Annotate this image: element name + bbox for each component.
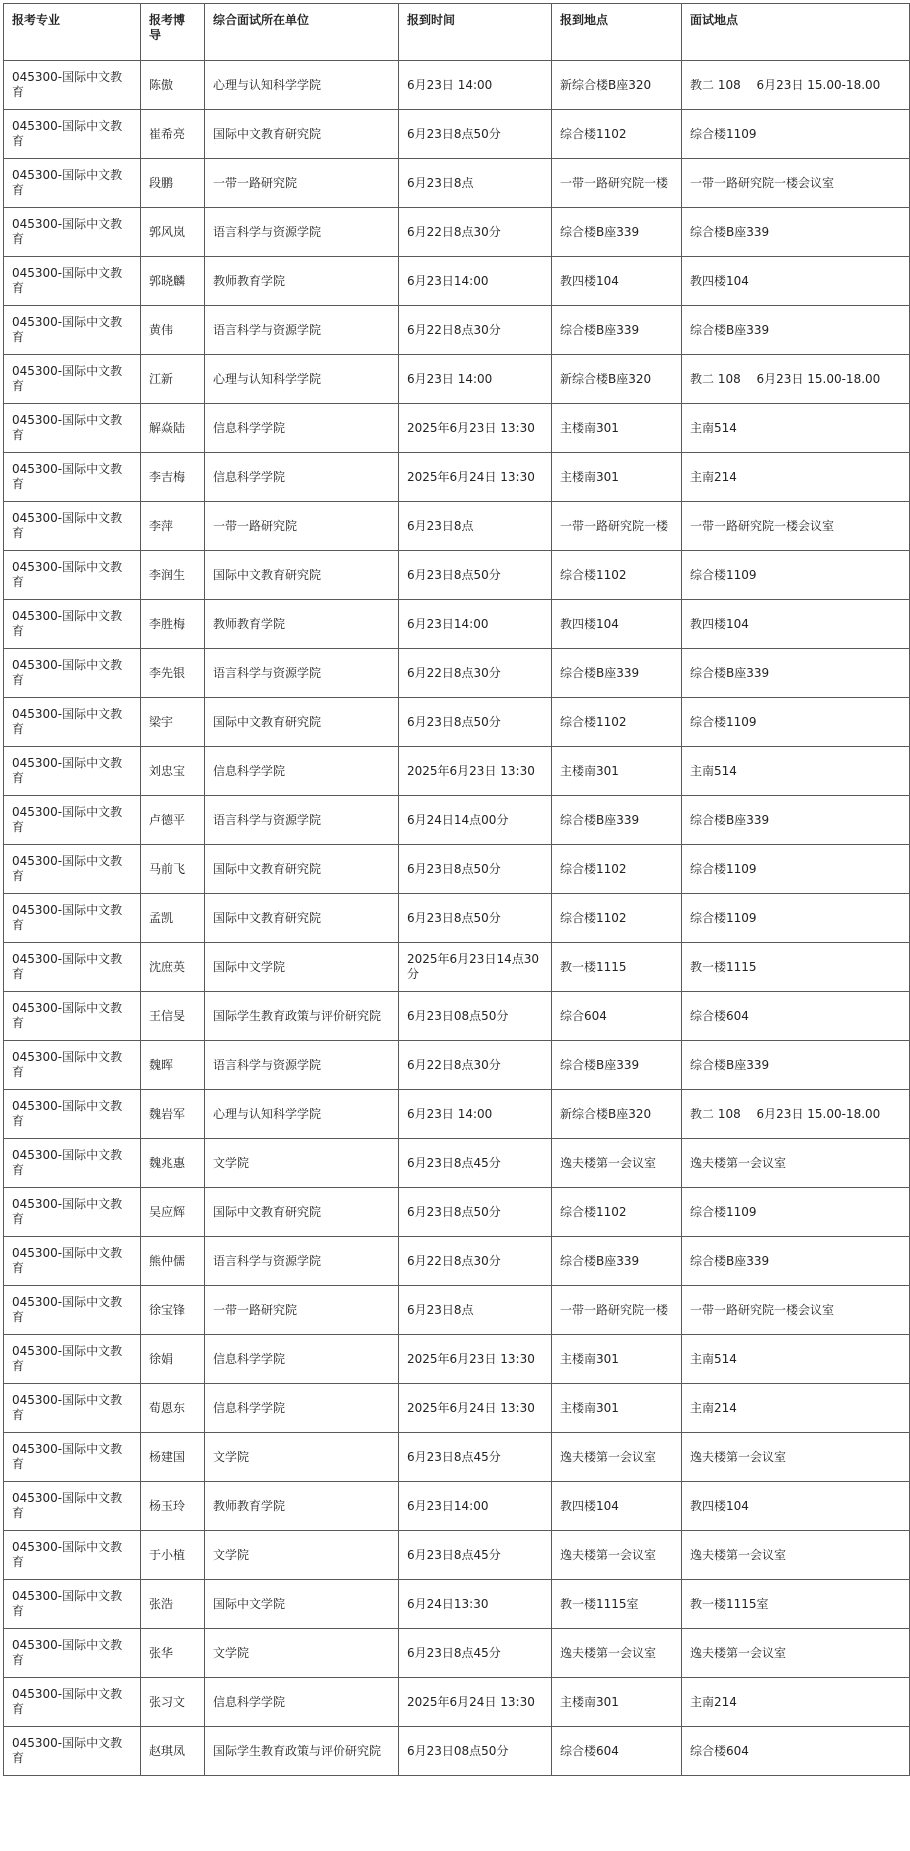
cell-supervisor: 吴应辉 <box>141 1188 205 1237</box>
table-row <box>4 796 910 845</box>
cell-checkin-time: 6月23日14:00 <box>399 1482 552 1531</box>
cell-supervisor: 郭晓麟 <box>141 257 205 306</box>
cell-interview-location: 教四楼104 <box>682 1482 910 1531</box>
cell-supervisor: 沈庶英 <box>141 943 205 992</box>
cell-checkin-time: 6月23日 14:00 <box>399 1090 552 1139</box>
cell-interview-location: 教一楼1115室 <box>682 1580 910 1629</box>
cell-supervisor: 于小植 <box>141 1531 205 1580</box>
cell-supervisor: 李吉梅 <box>141 453 205 502</box>
cell-major: 045300-国际中文教育 <box>4 992 141 1041</box>
cell-checkin-time: 6月23日8点 <box>399 502 552 551</box>
cell-checkin-time: 6月23日14:00 <box>399 257 552 306</box>
cell-interview-location: 综合楼1109 <box>682 698 910 747</box>
cell-supervisor: 王信旻 <box>141 992 205 1041</box>
cell-interview-location: 主南214 <box>682 453 910 502</box>
cell-major: 045300-国际中文教育 <box>4 502 141 551</box>
table-row <box>4 355 910 404</box>
table-row <box>4 1482 910 1531</box>
cell-interview-unit: 信息科学学院 <box>205 1384 399 1433</box>
cell-major: 045300-国际中文教育 <box>4 894 141 943</box>
cell-supervisor: 孟凯 <box>141 894 205 943</box>
cell-major: 045300-国际中文教育 <box>4 1727 141 1776</box>
cell-checkin-time: 6月23日8点45分 <box>399 1531 552 1580</box>
cell-checkin-time: 2025年6月23日14点30分 <box>399 943 552 992</box>
cell-checkin-time: 6月23日8点 <box>399 1286 552 1335</box>
cell-interview-unit: 国际中文教育研究院 <box>205 894 399 943</box>
cell-supervisor: 江新 <box>141 355 205 404</box>
cell-major: 045300-国际中文教育 <box>4 159 141 208</box>
table-row <box>4 551 910 600</box>
cell-interview-unit: 教师教育学院 <box>205 600 399 649</box>
cell-checkin-location: 综合楼1102 <box>552 698 682 747</box>
cell-checkin-location: 主楼南301 <box>552 453 682 502</box>
cell-checkin-time: 6月24日13:30 <box>399 1580 552 1629</box>
cell-interview-unit: 信息科学学院 <box>205 1335 399 1384</box>
cell-interview-location: 主南514 <box>682 404 910 453</box>
cell-interview-location: 主南214 <box>682 1678 910 1727</box>
cell-interview-unit: 文学院 <box>205 1433 399 1482</box>
table-row <box>4 502 910 551</box>
cell-interview-unit: 文学院 <box>205 1531 399 1580</box>
cell-checkin-time: 6月23日 14:00 <box>399 61 552 110</box>
cell-interview-unit: 信息科学学院 <box>205 453 399 502</box>
cell-checkin-location: 综合楼B座339 <box>552 306 682 355</box>
table-row <box>4 1629 910 1678</box>
cell-interview-location: 主南514 <box>682 747 910 796</box>
cell-major: 045300-国际中文教育 <box>4 943 141 992</box>
cell-checkin-time: 6月22日8点30分 <box>399 208 552 257</box>
cell-supervisor: 陈傲 <box>141 61 205 110</box>
cell-checkin-time: 6月23日08点50分 <box>399 1727 552 1776</box>
cell-major: 045300-国际中文教育 <box>4 453 141 502</box>
cell-interview-unit: 信息科学学院 <box>205 1678 399 1727</box>
table-row <box>4 992 910 1041</box>
cell-interview-unit: 语言科学与资源学院 <box>205 796 399 845</box>
cell-checkin-time: 6月22日8点30分 <box>399 649 552 698</box>
cell-checkin-time: 6月22日8点30分 <box>399 306 552 355</box>
cell-checkin-location: 主楼南301 <box>552 1384 682 1433</box>
cell-checkin-time: 2025年6月23日 13:30 <box>399 1335 552 1384</box>
table-row <box>4 747 910 796</box>
table-row <box>4 1531 910 1580</box>
table-row <box>4 845 910 894</box>
cell-checkin-location: 综合楼604 <box>552 1727 682 1776</box>
cell-supervisor: 熊仲儒 <box>141 1237 205 1286</box>
table-row <box>4 1090 910 1139</box>
cell-supervisor: 魏兆惠 <box>141 1139 205 1188</box>
cell-checkin-location: 教四楼104 <box>552 600 682 649</box>
cell-checkin-time: 2025年6月23日 13:30 <box>399 404 552 453</box>
cell-major: 045300-国际中文教育 <box>4 404 141 453</box>
table-row <box>4 208 910 257</box>
table-row <box>4 1041 910 1090</box>
cell-interview-location: 综合楼604 <box>682 1727 910 1776</box>
cell-interview-unit: 语言科学与资源学院 <box>205 1041 399 1090</box>
cell-supervisor: 魏晖 <box>141 1041 205 1090</box>
interview-schedule-table <box>3 3 910 1776</box>
cell-checkin-time: 6月23日8点45分 <box>399 1139 552 1188</box>
cell-interview-location: 综合楼B座339 <box>682 208 910 257</box>
table-row <box>4 649 910 698</box>
cell-supervisor: 梁宇 <box>141 698 205 747</box>
cell-supervisor: 张浩 <box>141 1580 205 1629</box>
cell-interview-unit: 教师教育学院 <box>205 1482 399 1531</box>
cell-checkin-location: 综合楼1102 <box>552 110 682 159</box>
cell-major: 045300-国际中文教育 <box>4 1580 141 1629</box>
cell-interview-unit: 语言科学与资源学院 <box>205 208 399 257</box>
cell-supervisor: 魏岩军 <box>141 1090 205 1139</box>
table-row <box>4 1335 910 1384</box>
cell-interview-location: 综合楼1109 <box>682 845 910 894</box>
cell-checkin-location: 综合604 <box>552 992 682 1041</box>
cell-supervisor: 李先银 <box>141 649 205 698</box>
header-supervisor: 报考博导 <box>141 4 205 61</box>
cell-interview-location: 教二 108 6月23日 15.00-18.00 <box>682 1090 910 1139</box>
cell-checkin-location: 逸夫楼第一会议室 <box>552 1629 682 1678</box>
cell-major: 045300-国际中文教育 <box>4 1482 141 1531</box>
cell-supervisor: 徐娟 <box>141 1335 205 1384</box>
cell-checkin-location: 综合楼B座339 <box>552 649 682 698</box>
cell-interview-unit: 心理与认知科学学院 <box>205 61 399 110</box>
cell-supervisor: 荀恩东 <box>141 1384 205 1433</box>
cell-major: 045300-国际中文教育 <box>4 1629 141 1678</box>
cell-checkin-time: 6月23日08点50分 <box>399 992 552 1041</box>
cell-supervisor: 卢德平 <box>141 796 205 845</box>
cell-major: 045300-国际中文教育 <box>4 1041 141 1090</box>
cell-checkin-location: 综合楼1102 <box>552 551 682 600</box>
cell-supervisor: 徐宝锋 <box>141 1286 205 1335</box>
cell-interview-location: 逸夫楼第一会议室 <box>682 1433 910 1482</box>
cell-interview-unit: 信息科学学院 <box>205 747 399 796</box>
cell-interview-unit: 国际中文教育研究院 <box>205 698 399 747</box>
cell-checkin-time: 2025年6月24日 13:30 <box>399 1384 552 1433</box>
cell-checkin-location: 教一楼1115 <box>552 943 682 992</box>
cell-interview-location: 一带一路研究院一楼会议室 <box>682 159 910 208</box>
cell-supervisor: 李润生 <box>141 551 205 600</box>
cell-checkin-time: 6月23日8点50分 <box>399 894 552 943</box>
cell-checkin-location: 一带一路研究院一楼 <box>552 159 682 208</box>
header-interview-location: 面试地点 <box>682 4 910 61</box>
cell-major: 045300-国际中文教育 <box>4 1237 141 1286</box>
cell-interview-unit: 一带一路研究院 <box>205 159 399 208</box>
cell-interview-unit: 教师教育学院 <box>205 257 399 306</box>
cell-major: 045300-国际中文教育 <box>4 600 141 649</box>
cell-interview-unit: 语言科学与资源学院 <box>205 306 399 355</box>
cell-checkin-time: 6月23日8点50分 <box>399 1188 552 1237</box>
table-row <box>4 1580 910 1629</box>
table-row <box>4 698 910 747</box>
table-row <box>4 1727 910 1776</box>
table-row <box>4 453 910 502</box>
table-row <box>4 61 910 110</box>
cell-supervisor: 段鹏 <box>141 159 205 208</box>
cell-major: 045300-国际中文教育 <box>4 1139 141 1188</box>
cell-checkin-location: 新综合楼B座320 <box>552 1090 682 1139</box>
cell-interview-unit: 国际中文学院 <box>205 1580 399 1629</box>
cell-checkin-location: 主楼南301 <box>552 747 682 796</box>
cell-checkin-location: 教一楼1115室 <box>552 1580 682 1629</box>
cell-major: 045300-国际中文教育 <box>4 551 141 600</box>
cell-interview-location: 主南214 <box>682 1384 910 1433</box>
cell-checkin-location: 综合楼1102 <box>552 845 682 894</box>
cell-interview-location: 主南514 <box>682 1335 910 1384</box>
cell-checkin-time: 2025年6月24日 13:30 <box>399 453 552 502</box>
cell-major: 045300-国际中文教育 <box>4 1286 141 1335</box>
cell-interview-location: 综合楼604 <box>682 992 910 1041</box>
cell-major: 045300-国际中文教育 <box>4 1335 141 1384</box>
cell-checkin-location: 综合楼B座339 <box>552 208 682 257</box>
cell-supervisor: 李胜梅 <box>141 600 205 649</box>
header-interview-unit: 综合面试所在单位 <box>205 4 399 61</box>
cell-interview-location: 综合楼B座339 <box>682 649 910 698</box>
table-row <box>4 600 910 649</box>
cell-checkin-location: 新综合楼B座320 <box>552 355 682 404</box>
cell-interview-unit: 信息科学学院 <box>205 404 399 453</box>
cell-checkin-time: 6月23日 14:00 <box>399 355 552 404</box>
cell-major: 045300-国际中文教育 <box>4 1433 141 1482</box>
cell-interview-unit: 国际中文学院 <box>205 943 399 992</box>
cell-major: 045300-国际中文教育 <box>4 110 141 159</box>
table-row <box>4 1188 910 1237</box>
cell-major: 045300-国际中文教育 <box>4 1090 141 1139</box>
cell-checkin-time: 6月22日8点30分 <box>399 1041 552 1090</box>
cell-checkin-location: 新综合楼B座320 <box>552 61 682 110</box>
table-row <box>4 257 910 306</box>
cell-major: 045300-国际中文教育 <box>4 208 141 257</box>
cell-interview-unit: 心理与认知科学学院 <box>205 355 399 404</box>
cell-major: 045300-国际中文教育 <box>4 257 141 306</box>
cell-interview-unit: 文学院 <box>205 1139 399 1188</box>
cell-interview-unit: 一带一路研究院 <box>205 1286 399 1335</box>
cell-checkin-location: 综合楼B座339 <box>552 796 682 845</box>
cell-checkin-location: 一带一路研究院一楼 <box>552 502 682 551</box>
cell-supervisor: 张习文 <box>141 1678 205 1727</box>
cell-checkin-location: 主楼南301 <box>552 404 682 453</box>
table-row <box>4 1384 910 1433</box>
cell-major: 045300-国际中文教育 <box>4 649 141 698</box>
cell-major: 045300-国际中文教育 <box>4 1678 141 1727</box>
cell-supervisor: 张华 <box>141 1629 205 1678</box>
cell-interview-unit: 国际中文教育研究院 <box>205 845 399 894</box>
cell-supervisor: 黄伟 <box>141 306 205 355</box>
cell-checkin-location: 综合楼B座339 <box>552 1237 682 1286</box>
cell-major: 045300-国际中文教育 <box>4 796 141 845</box>
cell-checkin-location: 主楼南301 <box>552 1335 682 1384</box>
cell-interview-location: 综合楼1109 <box>682 894 910 943</box>
table-row <box>4 894 910 943</box>
cell-interview-location: 教四楼104 <box>682 257 910 306</box>
cell-major: 045300-国际中文教育 <box>4 355 141 404</box>
cell-checkin-time: 6月23日8点45分 <box>399 1433 552 1482</box>
cell-checkin-time: 6月23日8点50分 <box>399 845 552 894</box>
header-checkin-time: 报到时间 <box>399 4 552 61</box>
cell-major: 045300-国际中文教育 <box>4 1384 141 1433</box>
cell-checkin-time: 6月24日14点00分 <box>399 796 552 845</box>
interview-schedule-sheet <box>3 3 909 1776</box>
cell-interview-location: 逸夫楼第一会议室 <box>682 1531 910 1580</box>
cell-major: 045300-国际中文教育 <box>4 747 141 796</box>
cell-interview-location: 综合楼B座339 <box>682 306 910 355</box>
cell-checkin-location: 逸夫楼第一会议室 <box>552 1433 682 1482</box>
cell-supervisor: 杨建国 <box>141 1433 205 1482</box>
cell-interview-location: 综合楼B座339 <box>682 1041 910 1090</box>
cell-checkin-time: 6月23日14:00 <box>399 600 552 649</box>
cell-interview-unit: 一带一路研究院 <box>205 502 399 551</box>
cell-checkin-location: 逸夫楼第一会议室 <box>552 1531 682 1580</box>
cell-checkin-time: 6月23日8点 <box>399 159 552 208</box>
cell-interview-unit: 国际中文教育研究院 <box>205 551 399 600</box>
cell-interview-location: 一带一路研究院一楼会议室 <box>682 502 910 551</box>
cell-supervisor: 杨玉玲 <box>141 1482 205 1531</box>
table-row <box>4 159 910 208</box>
table-header <box>4 4 910 61</box>
table-row <box>4 1139 910 1188</box>
cell-major: 045300-国际中文教育 <box>4 306 141 355</box>
cell-checkin-location: 教四楼104 <box>552 257 682 306</box>
cell-interview-location: 综合楼1109 <box>682 1188 910 1237</box>
cell-checkin-location: 综合楼1102 <box>552 1188 682 1237</box>
cell-checkin-location: 主楼南301 <box>552 1678 682 1727</box>
cell-interview-unit: 国际学生教育政策与评价研究院 <box>205 992 399 1041</box>
cell-supervisor: 郭风岚 <box>141 208 205 257</box>
cell-interview-location: 教一楼1115 <box>682 943 910 992</box>
cell-checkin-time: 6月22日8点30分 <box>399 1237 552 1286</box>
cell-interview-unit: 文学院 <box>205 1629 399 1678</box>
cell-checkin-time: 6月23日8点50分 <box>399 698 552 747</box>
cell-interview-unit: 语言科学与资源学院 <box>205 649 399 698</box>
cell-supervisor: 解焱陆 <box>141 404 205 453</box>
cell-interview-location: 综合楼B座339 <box>682 1237 910 1286</box>
cell-interview-location: 教四楼104 <box>682 600 910 649</box>
table-row <box>4 110 910 159</box>
table-row <box>4 1433 910 1482</box>
cell-supervisor: 李萍 <box>141 502 205 551</box>
cell-supervisor: 刘忠宝 <box>141 747 205 796</box>
cell-major: 045300-国际中文教育 <box>4 1188 141 1237</box>
cell-interview-unit: 国际中文教育研究院 <box>205 110 399 159</box>
table-row <box>4 1286 910 1335</box>
header-major: 报考专业 <box>4 4 141 61</box>
table-row <box>4 1237 910 1286</box>
cell-major: 045300-国际中文教育 <box>4 61 141 110</box>
cell-supervisor: 赵琪凤 <box>141 1727 205 1776</box>
cell-checkin-time: 6月23日8点45分 <box>399 1629 552 1678</box>
header-checkin-location: 报到地点 <box>552 4 682 61</box>
cell-interview-unit: 语言科学与资源学院 <box>205 1237 399 1286</box>
cell-checkin-time: 2025年6月24日 13:30 <box>399 1678 552 1727</box>
cell-major: 045300-国际中文教育 <box>4 1531 141 1580</box>
cell-checkin-time: 6月23日8点50分 <box>399 551 552 600</box>
header-row <box>4 4 910 61</box>
cell-supervisor: 马前飞 <box>141 845 205 894</box>
cell-supervisor: 崔希亮 <box>141 110 205 159</box>
table-row <box>4 404 910 453</box>
cell-interview-location: 教二 108 6月23日 15.00-18.00 <box>682 355 910 404</box>
cell-interview-unit: 国际中文教育研究院 <box>205 1188 399 1237</box>
cell-checkin-time: 2025年6月23日 13:30 <box>399 747 552 796</box>
cell-checkin-location: 综合楼B座339 <box>552 1041 682 1090</box>
cell-interview-unit: 国际学生教育政策与评价研究院 <box>205 1727 399 1776</box>
cell-checkin-location: 一带一路研究院一楼 <box>552 1286 682 1335</box>
cell-checkin-time: 6月23日8点50分 <box>399 110 552 159</box>
table-body <box>4 61 910 1776</box>
table-row <box>4 306 910 355</box>
cell-interview-location: 一带一路研究院一楼会议室 <box>682 1286 910 1335</box>
cell-interview-location: 逸夫楼第一会议室 <box>682 1139 910 1188</box>
cell-interview-location: 综合楼1109 <box>682 551 910 600</box>
cell-interview-location: 综合楼B座339 <box>682 796 910 845</box>
cell-interview-unit: 心理与认知科学学院 <box>205 1090 399 1139</box>
cell-checkin-location: 综合楼1102 <box>552 894 682 943</box>
cell-checkin-location: 教四楼104 <box>552 1482 682 1531</box>
cell-checkin-location: 逸夫楼第一会议室 <box>552 1139 682 1188</box>
cell-major: 045300-国际中文教育 <box>4 698 141 747</box>
cell-interview-location: 教二 108 6月23日 15.00-18.00 <box>682 61 910 110</box>
table-row <box>4 1678 910 1727</box>
cell-interview-location: 综合楼1109 <box>682 110 910 159</box>
table-row <box>4 943 910 992</box>
cell-interview-location: 逸夫楼第一会议室 <box>682 1629 910 1678</box>
cell-major: 045300-国际中文教育 <box>4 845 141 894</box>
